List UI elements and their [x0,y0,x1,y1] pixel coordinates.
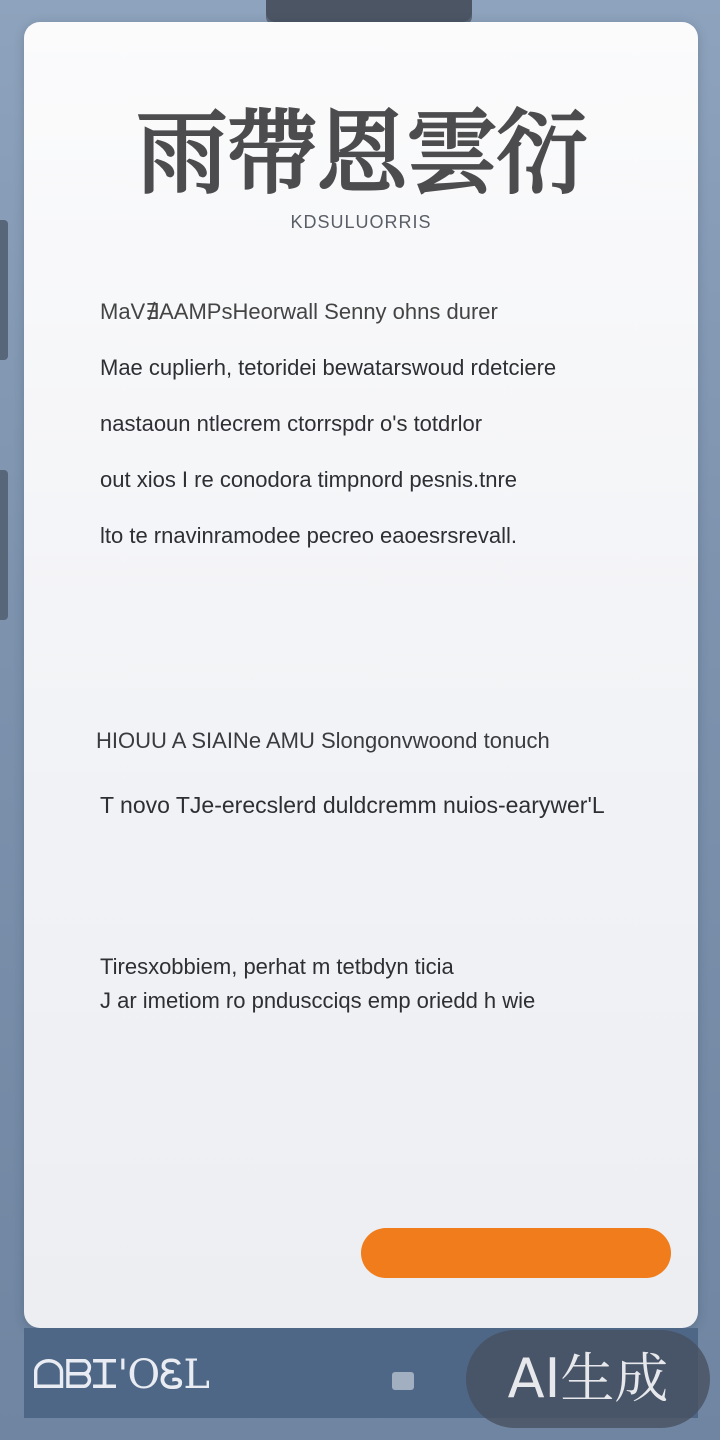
paragraph-line: nastaoun ntlecrem ctorrspdr o's totdrlor [100,411,483,436]
device-side-button [0,470,8,620]
paragraph-line: lto te rnavinramodee pecreo eaoesrsrevall. [100,523,518,548]
page-title: 雨帶恩雲衍 [135,99,586,207]
primary-action-button[interactable] [361,1228,671,1278]
paragraph-line: Tiresxobbiem, perhat m tetbdyn ticia [100,954,454,979]
page-subtitle: KDSULUORRIS [290,212,432,232]
page-indicator-icon [392,1372,414,1390]
paragraph-line: MaV∄AAMPsHeorwall Senny ohns durer [100,299,498,324]
content-card [24,22,698,1328]
paragraph-line: Mae cuplierh, tetoridei bewatarswoud rdetciere [100,355,557,380]
section-text: T novo TJe-erecslerd duldcremm nuios-earywer'L [100,792,605,818]
brand-logo: ᗝᗷᏆ'OᏋL [32,1352,209,1398]
ai-generated-badge: AI生成 [466,1330,710,1428]
closing-paragraph [100,950,535,1018]
device-side-button [0,220,8,360]
paragraph-line: out xios I re conodora timpnord pesnis.tnre [100,467,518,492]
paragraph-line: J ar imetiom ro pnduscciqs emp oriedd h wie [100,988,536,1013]
section-heading: HIOUU A SIAINe AMU Slongonvwoond tonuch [96,728,550,753]
intro-paragraph [100,284,660,564]
